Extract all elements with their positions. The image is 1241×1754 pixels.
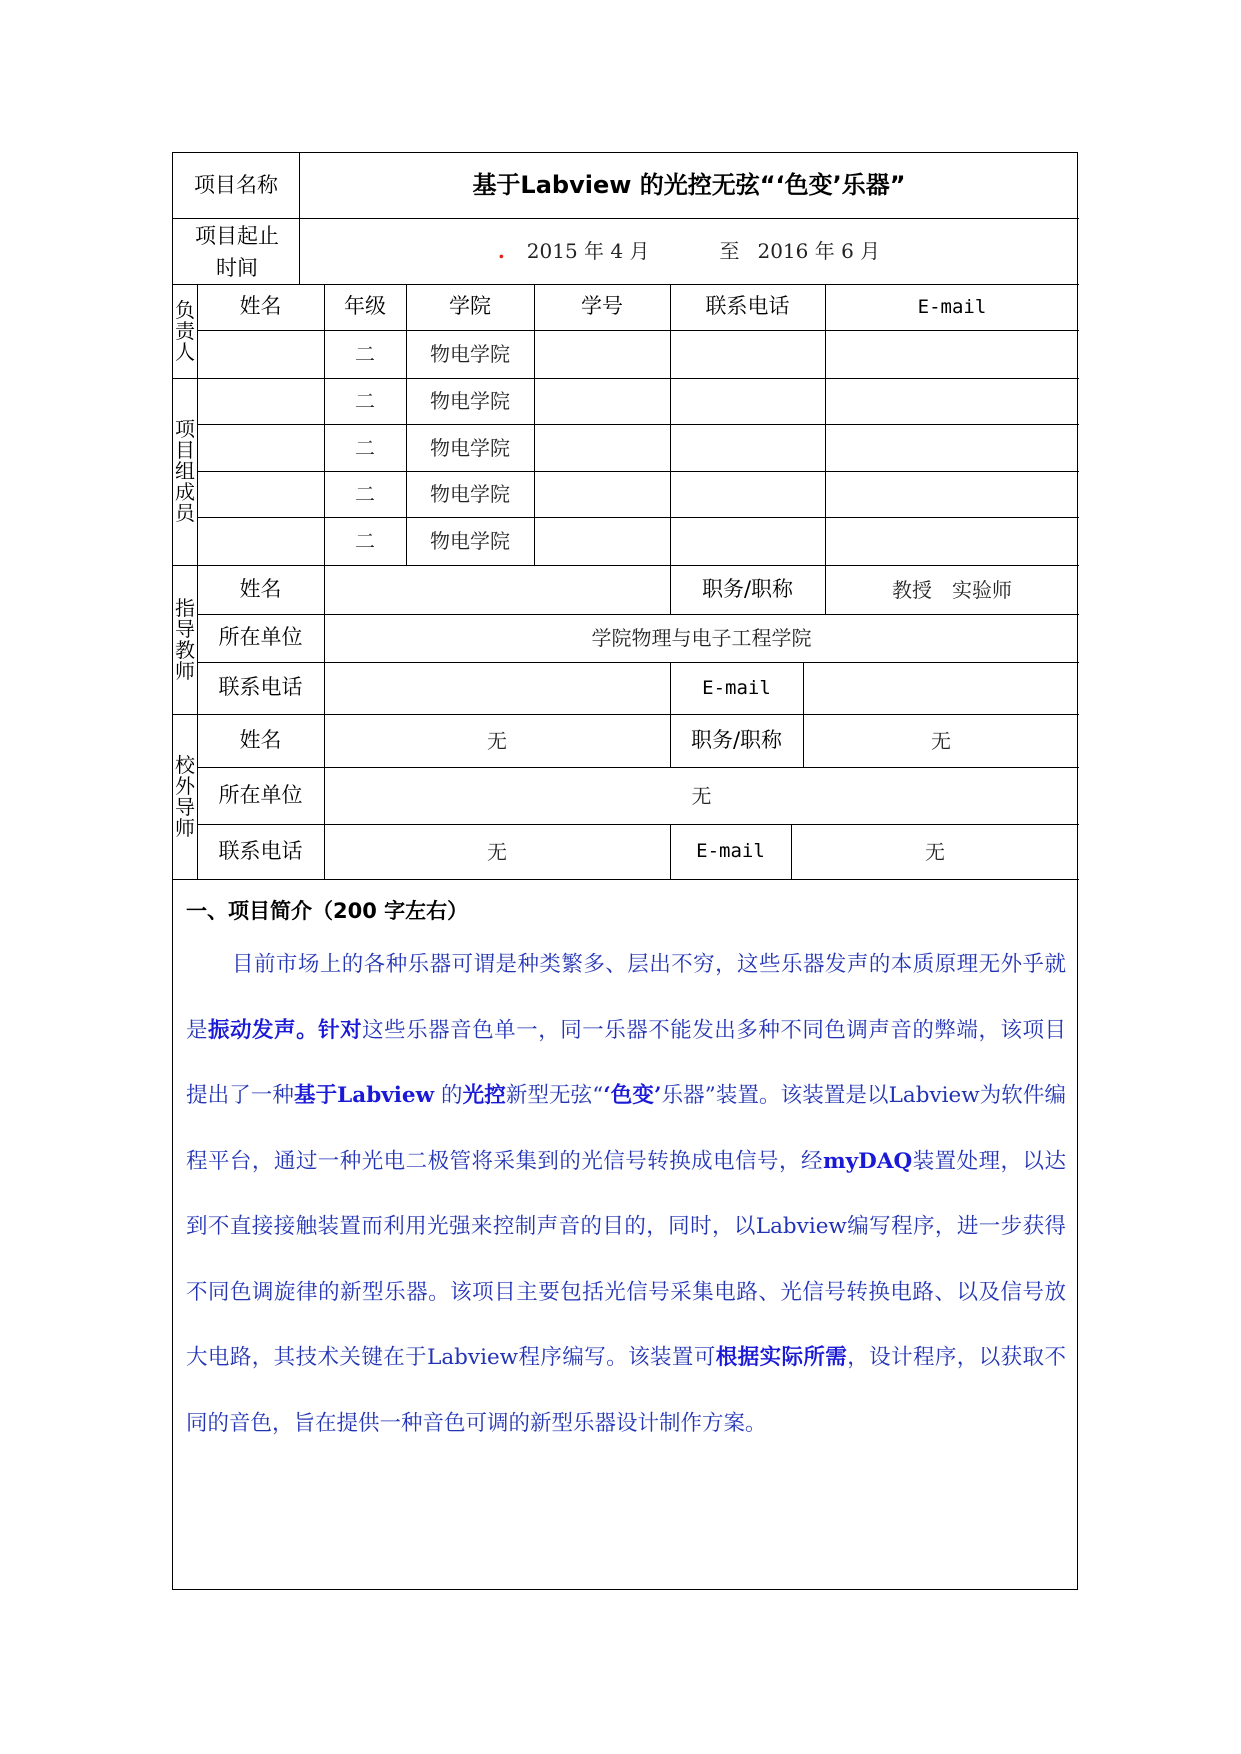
intro-text: 的 [434, 1083, 463, 1108]
advisor-title-label: 职务/职称 [701, 576, 794, 601]
external-email-label: E-mail [696, 840, 765, 863]
intro-text: 新型无弦“ [505, 1083, 604, 1108]
header-phone: 联系电话 [705, 294, 790, 319]
intro-text: 这些乐器音色单一，同一乐器不能发出多种不同色调声音的弊端，该项目提出了一种 [186, 1017, 1066, 1108]
member-grade: 二 [355, 435, 375, 460]
member-grade: 二 [355, 482, 375, 506]
external-phone-label: 联系电话 [218, 838, 303, 863]
header-grade: 年级 [344, 294, 386, 319]
introduction-body [186, 932, 1066, 1456]
header-college: 学院 [449, 294, 491, 319]
row-divider [173, 879, 1079, 880]
row-divider [173, 378, 1079, 379]
advisor-unit: 学院物理与电子工程学院 [591, 626, 812, 650]
leader-section-label: 负责人 [175, 297, 195, 364]
advisor-unit-label: 所在单位 [218, 625, 303, 650]
introduction-paragraph [186, 932, 1066, 1456]
external-unit-label: 所在单位 [218, 782, 303, 807]
intro-emphasis: 基于Labview [293, 1083, 435, 1108]
intro-emphasis: ‘色变’ [603, 1083, 662, 1108]
external-email: 无 [925, 839, 945, 864]
intro-emphasis: 振动发声。针对 [208, 1017, 363, 1043]
team-section-label: 项目组成员 [175, 417, 195, 525]
intro-emphasis: 根据实际所需 [715, 1345, 848, 1370]
member-college: 物电学院 [430, 389, 510, 413]
intro-emphasis: myDAQ [822, 1148, 913, 1174]
period-to: 至 [719, 239, 740, 263]
external-advisor-section-label: 校外导师 [175, 752, 195, 840]
intro-text: 乐器”装置。该装置是以Labview为软件编程平台，通过一种光电二极管将采集到的光信号转换成电信号，经 [186, 1083, 1066, 1174]
external-name-label: 姓名 [239, 727, 282, 752]
introduction-heading: 一、项目简介（200 字左右） [186, 899, 469, 923]
period-start: 2015 年 4 月 [526, 239, 650, 263]
header-email: E-mail [917, 295, 987, 318]
header-student-id: 学号 [581, 294, 623, 319]
intro-text: ，设计程序，以获取不同的音色，旨在提供一种音色可调的新型乐器设计制作方案。 [186, 1345, 1066, 1436]
advisor-email-label: E-mail [702, 676, 771, 699]
period-marker: . [497, 239, 505, 263]
project-name-label: 项目名称 [194, 172, 278, 197]
intro-emphasis: 光控 [462, 1083, 506, 1108]
advisor-phone-label: 联系电话 [218, 675, 303, 700]
header-name: 姓名 [239, 294, 282, 319]
row-divider [197, 662, 1079, 663]
external-title-label: 职务/职称 [690, 727, 783, 752]
member-college: 物电学院 [430, 435, 510, 460]
advisor-name-label: 姓名 [239, 576, 282, 601]
member-college: 物电学院 [430, 342, 510, 366]
intro-text: 目前市场上的各种乐器可谓是种类繁多、层出不穷，这些乐器发声的本质原理无外乎就是 [186, 952, 1066, 1043]
member-grade: 二 [355, 389, 375, 413]
member-grade: 二 [355, 529, 375, 553]
advisor-title: 教授 实验师 [892, 577, 1012, 602]
advisor-section-label: 指导教师 [175, 595, 195, 683]
member-grade: 二 [355, 342, 375, 366]
period-end: 2016 年 6 月 [757, 239, 881, 263]
project-period-label: 项目起止时间 [195, 224, 279, 280]
external-title: 无 [931, 728, 951, 753]
member-college: 物电学院 [430, 529, 510, 553]
external-phone: 无 [487, 839, 507, 864]
intro-text: 装置处理，以达到不直接接触装置而利用光强来控制声音的目的，同时，以Labview编写程序，进一步获得不同色调旋律的新型乐器。该项目主要包括光信号采集电路、光信号转换电路、以及信号放大电路，其技术关键在于Labview程序编写。该装置可 [186, 1148, 1066, 1370]
member-college: 物电学院 [430, 482, 510, 506]
project-title: 基于Labview 的光控无弦“‘色变’乐器” [472, 170, 906, 199]
external-unit: 无 [691, 783, 712, 808]
project-period [299, 218, 1079, 284]
external-name: 无 [487, 728, 507, 753]
